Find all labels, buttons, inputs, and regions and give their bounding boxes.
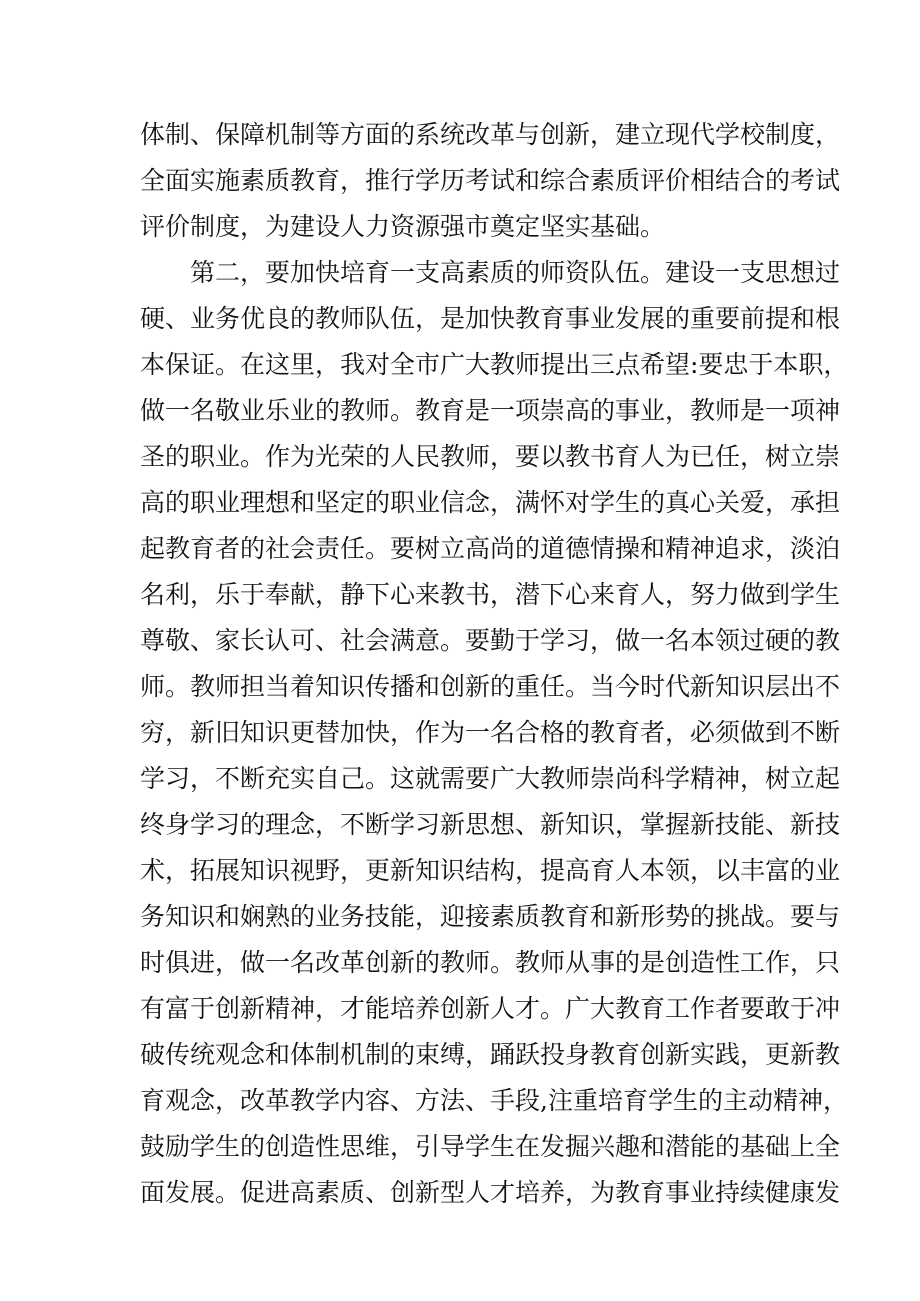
text-line: 鼓励学生的创造性思维，引导学生在发掘兴趣和潜能的基础上全 xyxy=(140,1132,841,1161)
text-line: 起教育者的社会责任。要树立高尚的道德情操和精神追求，淡泊 xyxy=(140,534,841,563)
text-line: 面发展。促进高素质、创新型人才培养，为教育事业持续健康发 xyxy=(140,1178,841,1207)
paragraph-2 xyxy=(140,250,849,1216)
text-line: 全面实施素质教育，推行学历考试和综合素质评价相结合的考试 xyxy=(140,166,841,195)
text-line: 做一名敬业乐业的教师。教育是一项崇高的事业，教师是一项神 xyxy=(140,396,841,425)
paragraph-1 xyxy=(140,112,841,250)
text-line: 育观念，改革教学内容、方法、手段,注重培育学生的主动精神， xyxy=(140,1086,848,1115)
text-line: 尊敬、家长认可、社会满意。要勤于学习，做一名本领过硬的教 xyxy=(140,626,841,655)
text-line: 师。教师担当着知识传播和创新的重任。当今时代新知识层出不 xyxy=(140,672,841,701)
text-line: 务知识和娴熟的业务技能，迎接素质教育和新形势的挑战。要与 xyxy=(140,902,841,931)
text-line: 高的职业理想和坚定的职业信念，满怀对学生的真心关爱，承担 xyxy=(140,488,841,517)
text-line: 体制、保障机制等方面的系统改革与创新，建立现代学校制度， xyxy=(140,120,841,149)
text-line: 术，拓展知识视野，更新知识结构，提高育人本领，以丰富的业 xyxy=(140,856,841,885)
text-line: 穷，新旧知识更替加快，作为一名合格的教育者，必须做到不断 xyxy=(140,718,841,747)
text-line: 本保证。在这里，我对全市广大教师提出三点希望:要忠于本职， xyxy=(140,350,849,379)
text-line: 终身学习的理念，不断学习新思想、新知识，掌握新技能、新技 xyxy=(140,810,841,839)
body-text xyxy=(140,112,849,1216)
text-line: 硬、业务优良的教师队伍，是加快教育事业发展的重要前提和根 xyxy=(140,304,841,333)
text-line: 评价制度，为建设人力资源强市奠定坚实基础。 xyxy=(140,212,666,241)
text-line: 时俱进，做一名改革创新的教师。教师从事的是创造性工作，只 xyxy=(140,948,841,977)
text-line: 圣的职业。作为光荣的人民教师，要以教书育人为已任，树立崇 xyxy=(140,442,841,471)
text-line: 名利，乐于奉献，静下心来教书，潜下心来育人，努力做到学生 xyxy=(140,580,841,609)
text-line: 破传统观念和体制机制的束缚，踊跃投身教育创新实践，更新教 xyxy=(140,1040,841,1069)
text-line: 第二，要加快培育一支高素质的师资队伍。建设一支思想过 xyxy=(190,258,841,287)
text-line: 学习，不断充实自己。这就需要广大教师崇尚科学精神，树立起 xyxy=(140,764,841,793)
text-line: 有富于创新精神，才能培养创新人才。广大教育工作者要敢于冲 xyxy=(140,994,841,1023)
